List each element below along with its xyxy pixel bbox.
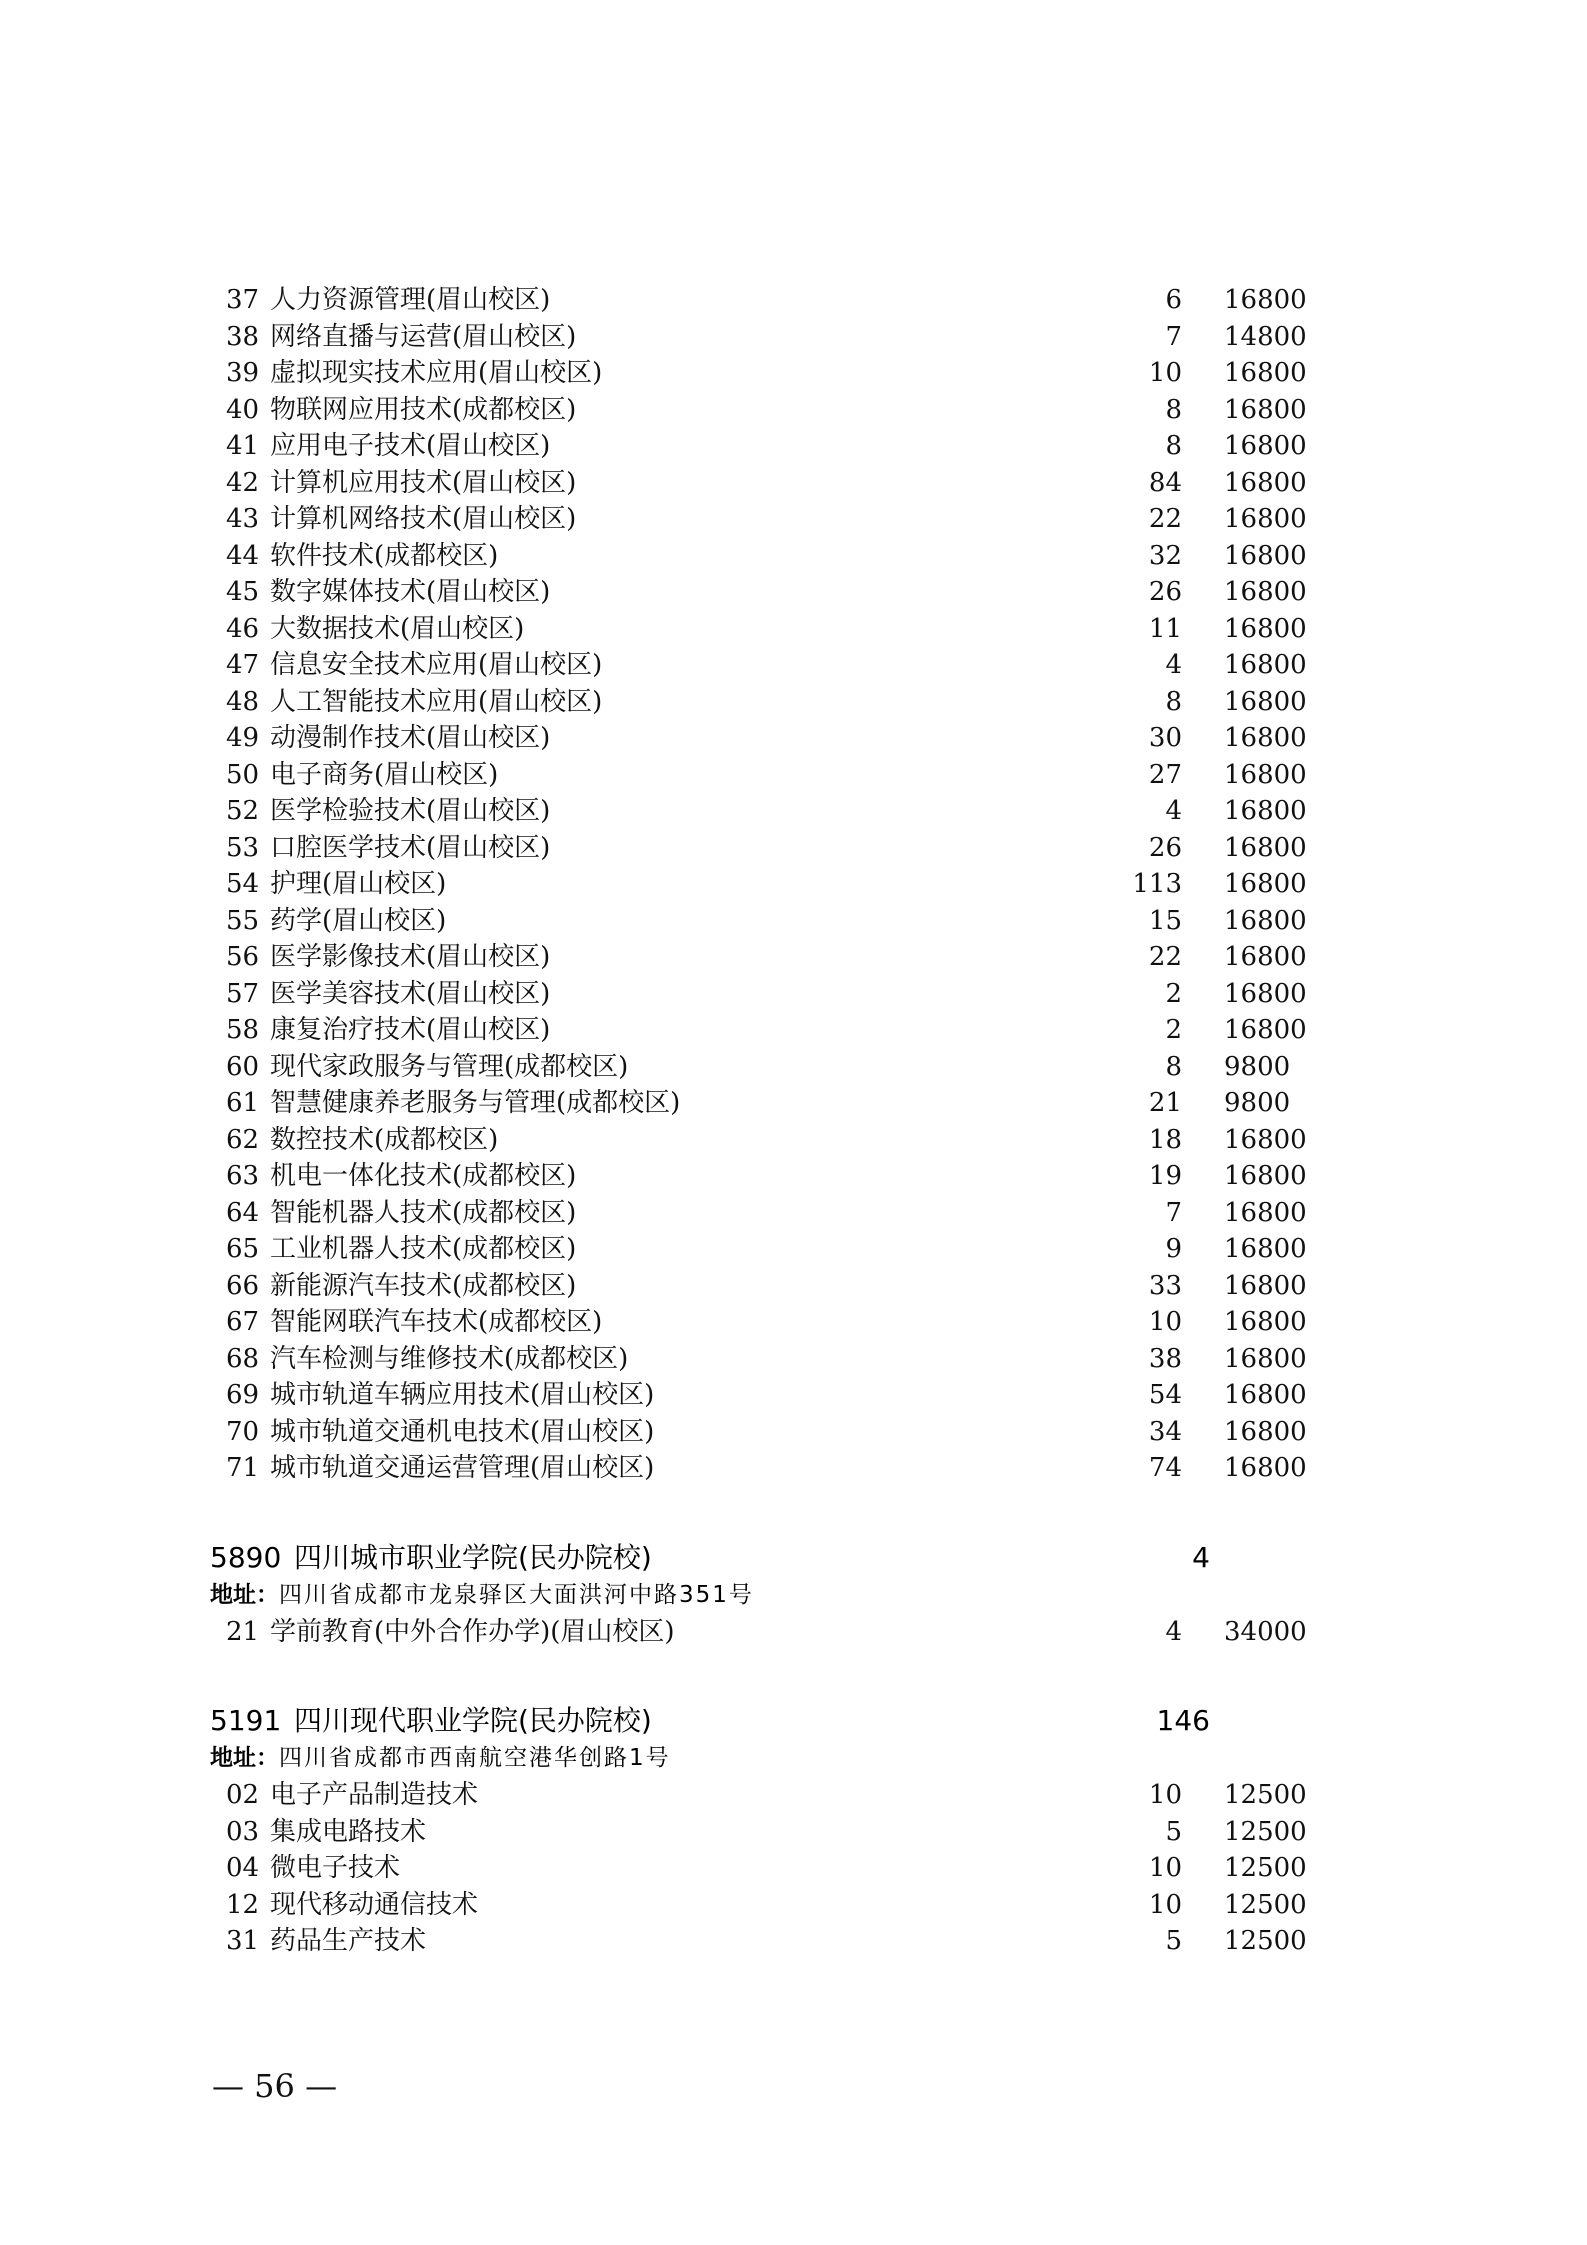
tuition-fee: 16800: [1224, 394, 1307, 425]
major-code: 53: [226, 832, 260, 863]
major-code: 37: [226, 285, 260, 315]
major-code: 02: [226, 1780, 260, 1810]
major-name: 智能网联汽车技术(成都校区): [270, 1307, 603, 1337]
major-name: 大数据技术(眉山校区): [270, 613, 525, 644]
list-item: [226, 1850, 1316, 1886]
plan-count: 21: [1148, 1088, 1182, 1118]
plan-count: 9: [1165, 1234, 1182, 1264]
tuition-fee: 16800: [1224, 905, 1307, 936]
major-name: 动漫制作技术(眉山校区): [270, 723, 551, 753]
tuition-fee: 16800: [1224, 1343, 1307, 1374]
school-total: 146: [1156, 1704, 1210, 1737]
tuition-fee: 16800: [1224, 978, 1307, 1009]
plan-count: 10: [1148, 1780, 1182, 1810]
major-code: 63: [226, 1161, 260, 1191]
major-name: 口腔医学技术(眉山校区): [270, 832, 551, 863]
major-code: 50: [226, 759, 260, 790]
tuition-fee: 12500: [1224, 1926, 1307, 1956]
list-item: [226, 574, 1316, 610]
major-name: 虚拟现实技术应用(眉山校区): [270, 358, 603, 388]
tuition-fee: 16800: [1224, 431, 1307, 461]
major-name: 新能源汽车技术(成都校区): [270, 1270, 577, 1301]
list-item: [226, 1195, 1316, 1231]
list-item: [226, 611, 1316, 647]
major-code: 65: [226, 1234, 260, 1264]
plan-count: 18: [1148, 1124, 1182, 1155]
tuition-fee: 16800: [1224, 285, 1307, 315]
major-code: 38: [226, 321, 260, 352]
plan-count: 7: [1165, 1197, 1182, 1228]
plan-count: 113: [1132, 869, 1182, 899]
plan-count: 38: [1148, 1343, 1182, 1374]
major-name: 电子商务(眉山校区): [270, 759, 499, 790]
tuition-fee: 16800: [1224, 577, 1307, 607]
major-name: 计算机应用技术(眉山校区): [270, 467, 577, 498]
list-item: [226, 1304, 1316, 1340]
tuition-fee: 16800: [1224, 1197, 1307, 1228]
major-code: 48: [226, 686, 260, 717]
tuition-fee: 16800: [1224, 1161, 1307, 1191]
plan-count: 33: [1148, 1270, 1182, 1301]
list-item: [226, 720, 1316, 756]
list-item: [226, 866, 1316, 902]
tuition-fee: 12500: [1224, 1816, 1307, 1847]
major-name: 医学影像技术(眉山校区): [270, 942, 551, 972]
list-item: [226, 1450, 1316, 1486]
major-name: 集成电路技术: [270, 1816, 427, 1847]
tuition-fee: 16800: [1224, 650, 1307, 680]
list-item: [226, 1122, 1316, 1158]
plan-count: 2: [1165, 1015, 1182, 1045]
list-item: [226, 1231, 1316, 1267]
major-code: 49: [226, 723, 260, 753]
school-total: 4: [1192, 1541, 1210, 1574]
major-code: 71: [226, 1453, 260, 1483]
tuition-fee: 16800: [1224, 1380, 1307, 1410]
list-item: [226, 1814, 1316, 1850]
list-item: [226, 428, 1316, 464]
major-code: 21: [226, 1617, 260, 1647]
list-item: [226, 282, 1316, 318]
school-name: 四川现代职业学院(民办院校): [294, 1704, 652, 1737]
major-code: 03: [226, 1816, 260, 1847]
tuition-fee: 16800: [1224, 796, 1307, 826]
major-name: 现代家政服务与管理(成都校区): [270, 1051, 629, 1082]
list-item: [226, 1268, 1316, 1304]
list-item: [226, 501, 1316, 537]
major-name: 医学美容技术(眉山校区): [270, 978, 551, 1009]
major-code: 12: [226, 1889, 260, 1920]
major-name: 数控技术(成都校区): [270, 1124, 499, 1155]
tuition-fee: 16800: [1224, 1307, 1307, 1337]
plan-count: 15: [1148, 905, 1182, 936]
major-name: 药品生产技术: [270, 1926, 427, 1956]
list-item: [226, 903, 1316, 939]
major-code: 39: [226, 358, 260, 388]
list-item: [226, 465, 1316, 501]
school-header: [210, 1539, 1310, 1577]
tuition-fee: 16800: [1224, 686, 1307, 717]
major-name: 现代移动通信技术: [270, 1889, 479, 1920]
major-name: 城市轨道交通运营管理(眉山校区): [270, 1453, 655, 1483]
major-code: 55: [226, 905, 260, 936]
tuition-fee: 16800: [1224, 1015, 1307, 1045]
plan-count: 74: [1148, 1453, 1182, 1483]
plan-count: 6: [1165, 285, 1182, 315]
major-name: 学前教育(中外合作办学)(眉山校区): [270, 1617, 675, 1647]
tuition-fee: 14800: [1224, 321, 1307, 352]
major-name: 应用电子技术(眉山校区): [270, 431, 551, 461]
tuition-fee: 9800: [1224, 1051, 1291, 1082]
list-item: [226, 319, 1316, 355]
major-code: 44: [226, 540, 260, 571]
major-code: 41: [226, 431, 260, 461]
plan-count: 32: [1148, 540, 1182, 571]
plan-count: 10: [1148, 1307, 1182, 1337]
plan-count: 19: [1148, 1161, 1182, 1191]
tuition-fee: 34000: [1224, 1617, 1307, 1647]
plan-count: 26: [1148, 577, 1182, 607]
major-code: 58: [226, 1015, 260, 1045]
plan-count: 4: [1165, 796, 1182, 826]
plan-count: 5: [1165, 1816, 1182, 1847]
major-name: 护理(眉山校区): [270, 869, 447, 899]
major-name: 网络直播与运营(眉山校区): [270, 321, 577, 352]
address-label: 地址：: [210, 1745, 279, 1771]
plan-count: 30: [1148, 723, 1182, 753]
major-code: 66: [226, 1270, 260, 1301]
major-name: 药学(眉山校区): [270, 905, 447, 936]
tuition-fee: 16800: [1224, 832, 1307, 863]
school-address: [210, 1743, 671, 1773]
major-code: 46: [226, 613, 260, 644]
plan-count: 8: [1165, 686, 1182, 717]
major-code: 62: [226, 1124, 260, 1155]
major-code: 69: [226, 1380, 260, 1410]
list-item: [226, 976, 1316, 1012]
page-number: — 56 —: [212, 2067, 338, 2105]
major-name: 物联网应用技术(成都校区): [270, 394, 577, 425]
major-name: 电子产品制造技术: [270, 1780, 479, 1810]
list-item: [226, 1614, 1316, 1650]
plan-count: 8: [1165, 1051, 1182, 1082]
major-name: 微电子技术: [270, 1853, 401, 1883]
major-code: 54: [226, 869, 260, 899]
plan-count: 26: [1148, 832, 1182, 863]
address-label: 地址：: [210, 1582, 279, 1608]
major-name: 数字媒体技术(眉山校区): [270, 577, 551, 607]
tuition-fee: 12500: [1224, 1780, 1307, 1810]
major-name: 康复治疗技术(眉山校区): [270, 1015, 551, 1045]
list-item: [226, 1012, 1316, 1048]
tuition-fee: 12500: [1224, 1853, 1307, 1883]
major-code: 68: [226, 1343, 260, 1374]
plan-count: 34: [1148, 1416, 1182, 1447]
list-item: [226, 1923, 1316, 1959]
list-item: [226, 757, 1316, 793]
list-item: [226, 830, 1316, 866]
major-name: 人力资源管理(眉山校区): [270, 285, 551, 315]
plan-count: 7: [1165, 321, 1182, 352]
plan-count: 4: [1165, 1617, 1182, 1647]
list-item: [226, 355, 1316, 391]
tuition-fee: 16800: [1224, 1234, 1307, 1264]
list-item: [226, 392, 1316, 428]
tuition-fee: 12500: [1224, 1889, 1307, 1920]
list-item: [226, 1377, 1316, 1413]
major-name: 智慧健康养老服务与管理(成都校区): [270, 1088, 681, 1118]
tuition-fee: 16800: [1224, 1270, 1307, 1301]
plan-count: 4: [1165, 650, 1182, 680]
plan-count: 5: [1165, 1926, 1182, 1956]
list-item: [226, 1085, 1316, 1121]
major-name: 城市轨道交通机电技术(眉山校区): [270, 1416, 655, 1447]
school-address: [210, 1580, 754, 1610]
major-code: 42: [226, 467, 260, 498]
major-name: 汽车检测与维修技术(成都校区): [270, 1343, 629, 1374]
plan-count: 8: [1165, 394, 1182, 425]
tuition-fee: 16800: [1224, 1416, 1307, 1447]
list-item: [226, 1341, 1316, 1377]
tuition-fee: 16800: [1224, 504, 1307, 534]
major-name: 工业机器人技术(成都校区): [270, 1234, 577, 1264]
plan-count: 8: [1165, 431, 1182, 461]
plan-count: 84: [1148, 467, 1182, 498]
major-name: 软件技术(成都校区): [270, 540, 499, 571]
major-name: 人工智能技术应用(眉山校区): [270, 686, 603, 717]
address-value: 四川省成都市龙泉驿区大面洪河中路351号: [279, 1582, 754, 1608]
tuition-fee: 16800: [1224, 540, 1307, 571]
tuition-fee: 16800: [1224, 869, 1307, 899]
list-item: [226, 1777, 1316, 1813]
tuition-fee: 16800: [1224, 613, 1307, 644]
major-code: 04: [226, 1853, 260, 1883]
major-code: 31: [226, 1926, 260, 1956]
major-code: 61: [226, 1088, 260, 1118]
plan-count: 2: [1165, 978, 1182, 1009]
tuition-fee: 9800: [1224, 1088, 1291, 1118]
major-code: 70: [226, 1416, 260, 1447]
major-name: 智能机器人技术(成都校区): [270, 1197, 577, 1228]
tuition-fee: 16800: [1224, 1124, 1307, 1155]
plan-count: 22: [1148, 504, 1182, 534]
list-item: [226, 939, 1316, 975]
major-name: 计算机网络技术(眉山校区): [270, 504, 577, 534]
major-code: 47: [226, 650, 260, 680]
tuition-fee: 16800: [1224, 759, 1307, 790]
list-item: [226, 793, 1316, 829]
list-item: [226, 647, 1316, 683]
tuition-fee: 16800: [1224, 467, 1307, 498]
plan-count: 10: [1148, 1853, 1182, 1883]
plan-count: 10: [1148, 1889, 1182, 1920]
address-value: 四川省成都市西南航空港华创路1号: [279, 1745, 671, 1771]
school-header: [210, 1702, 1310, 1740]
major-code: 64: [226, 1197, 260, 1228]
tuition-fee: 16800: [1224, 942, 1307, 972]
major-code: 43: [226, 504, 260, 534]
major-code: 56: [226, 942, 260, 972]
list-item: [226, 1049, 1316, 1085]
tuition-fee: 16800: [1224, 358, 1307, 388]
major-code: 57: [226, 978, 260, 1009]
major-code: 52: [226, 796, 260, 826]
school-name: 四川城市职业学院(民办院校): [294, 1541, 652, 1574]
list-item: [226, 1887, 1316, 1923]
list-item: [226, 538, 1316, 574]
list-item: [226, 684, 1316, 720]
list-item: [226, 1158, 1316, 1194]
major-name: 医学检验技术(眉山校区): [270, 796, 551, 826]
plan-count: 10: [1148, 358, 1182, 388]
major-code: 60: [226, 1051, 260, 1082]
major-code: 45: [226, 577, 260, 607]
plan-count: 11: [1148, 613, 1182, 644]
major-name: 机电一体化技术(成都校区): [270, 1161, 577, 1191]
major-name: 信息安全技术应用(眉山校区): [270, 650, 603, 680]
school-code: 5191: [210, 1704, 282, 1737]
tuition-fee: 16800: [1224, 1453, 1307, 1483]
school-code: 5890: [210, 1541, 282, 1574]
major-code: 40: [226, 394, 260, 425]
major-name: 城市轨道车辆应用技术(眉山校区): [270, 1380, 655, 1410]
list-item: [226, 1414, 1316, 1450]
plan-count: 27: [1148, 759, 1182, 790]
major-code: 67: [226, 1307, 260, 1337]
plan-count: 22: [1148, 942, 1182, 972]
plan-count: 54: [1148, 1380, 1182, 1410]
tuition-fee: 16800: [1224, 723, 1307, 753]
